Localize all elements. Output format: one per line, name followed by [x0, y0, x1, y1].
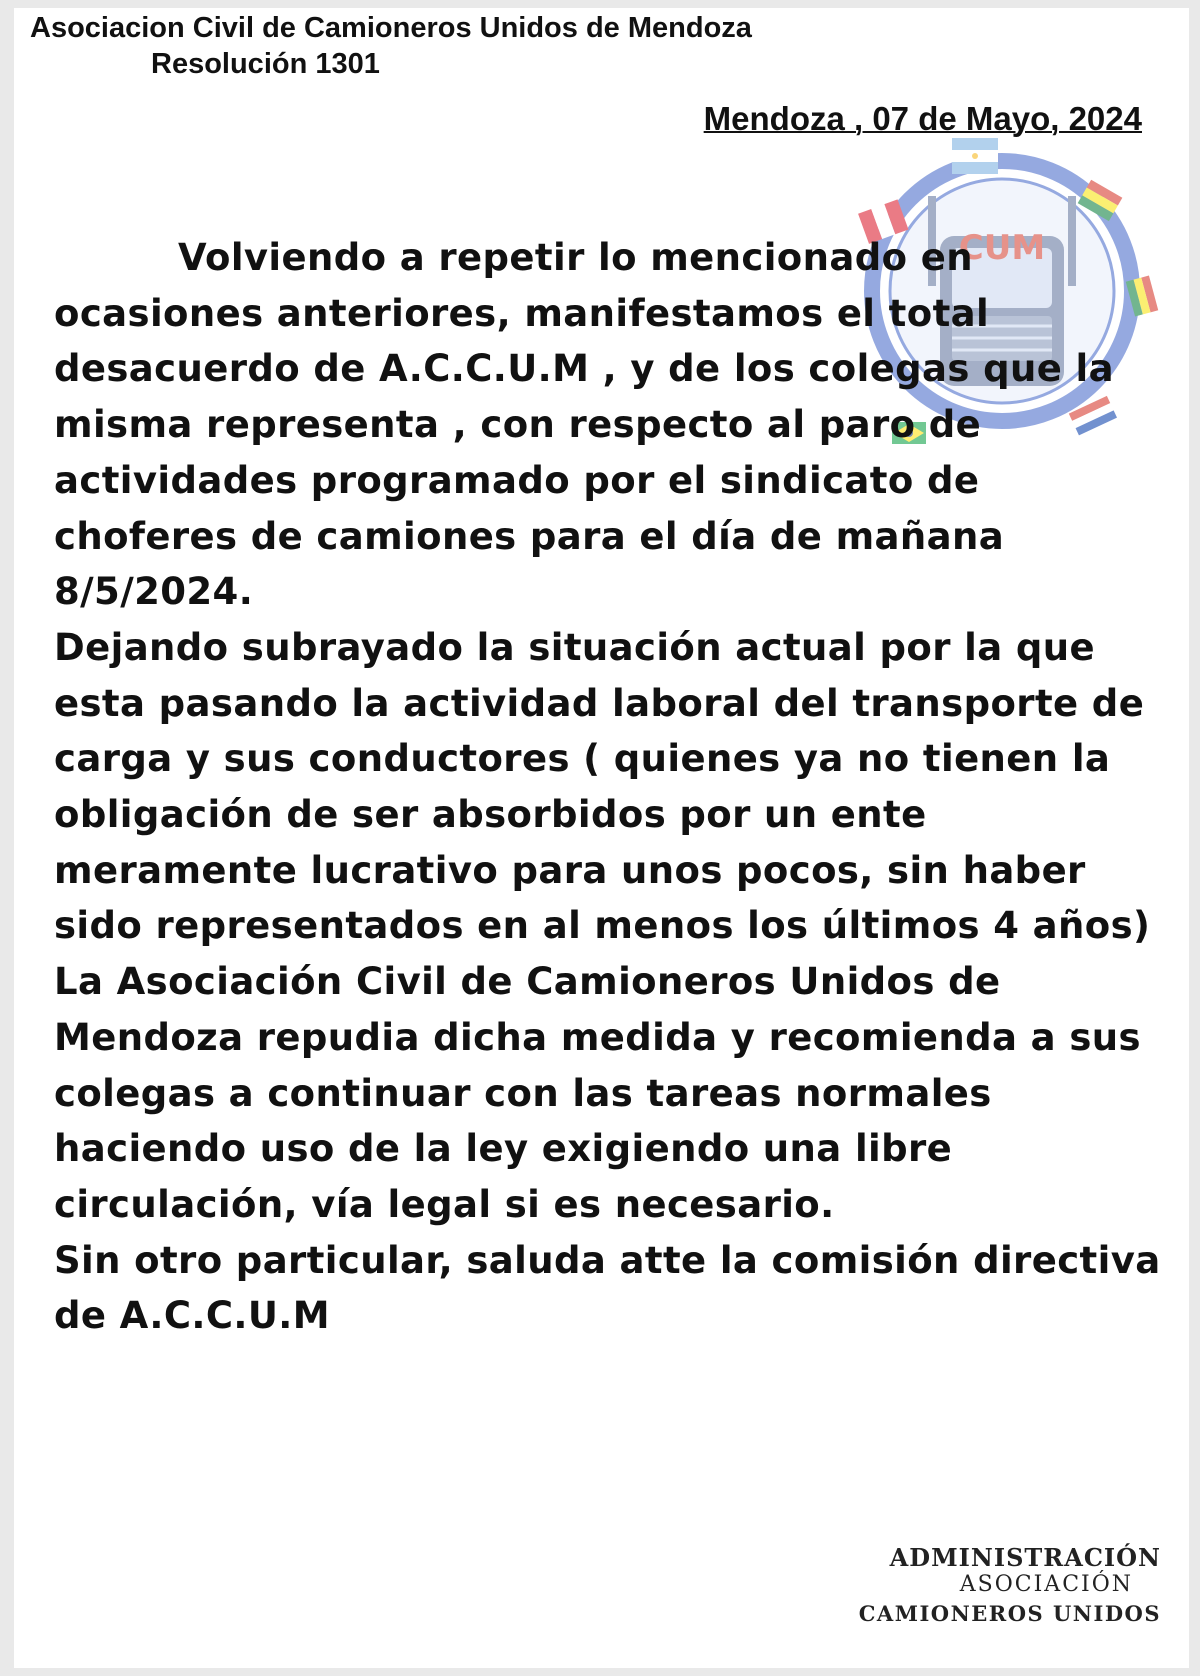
- organization-name: Asociacion Civil de Camioneros Unidos de Mendoza: [30, 12, 752, 44]
- logo-text: CUM: [958, 228, 1046, 268]
- stamp-line-asociacion: ASOCIACIÓN: [959, 1572, 1133, 1597]
- paragraph-closing: Sin otro particular, saluda atte la comisión directiva de A.C.C.U.M: [54, 1238, 1161, 1338]
- stamp-line-administracion: ADMINISTRACIÓN: [889, 1543, 1161, 1572]
- flag-argentina-icon: [952, 138, 998, 174]
- paragraph-intro: Volviendo a repetir lo mencionado en ocasiones anteriores, manifestamos el total desacuerdo de A.C.C.U.M , y de los colegas que la misma representa , con respecto al paro de actividades programado por el sindicato de choferes de camiones para el día de mañana 8/5/2024.: [54, 236, 1114, 614]
- document-page: [14, 8, 1189, 1668]
- signature-stamp: [859, 1543, 1161, 1626]
- letter-body: [54, 230, 1164, 1344]
- document-date: Mendoza , 07 de Mayo, 2024: [703, 100, 1142, 137]
- paragraph-situation: Dejando subrayado la situación actual por la que esta pasando la actividad laboral del transporte de carga y sus conductores ( quienes ya no tienen la obligación de ser absorbidos por un ente meramente lucrativo para unos pocos, sin haber sido representados en al menos los últimos 4 años): [54, 625, 1151, 948]
- resolution-number: Resolución 1301: [151, 48, 380, 80]
- paragraph-repudiation: La Asociación Civil de Camioneros Unidos de Mendoza repudia dicha medida y recomienda a sus colegas a continuar con las tareas normales haciendo uso de la ley exigiendo una libre circulación, vía legal si es necesario.: [54, 960, 1141, 1226]
- stamp-line-camioneros: CAMIONEROS UNIDOS: [858, 1601, 1161, 1626]
